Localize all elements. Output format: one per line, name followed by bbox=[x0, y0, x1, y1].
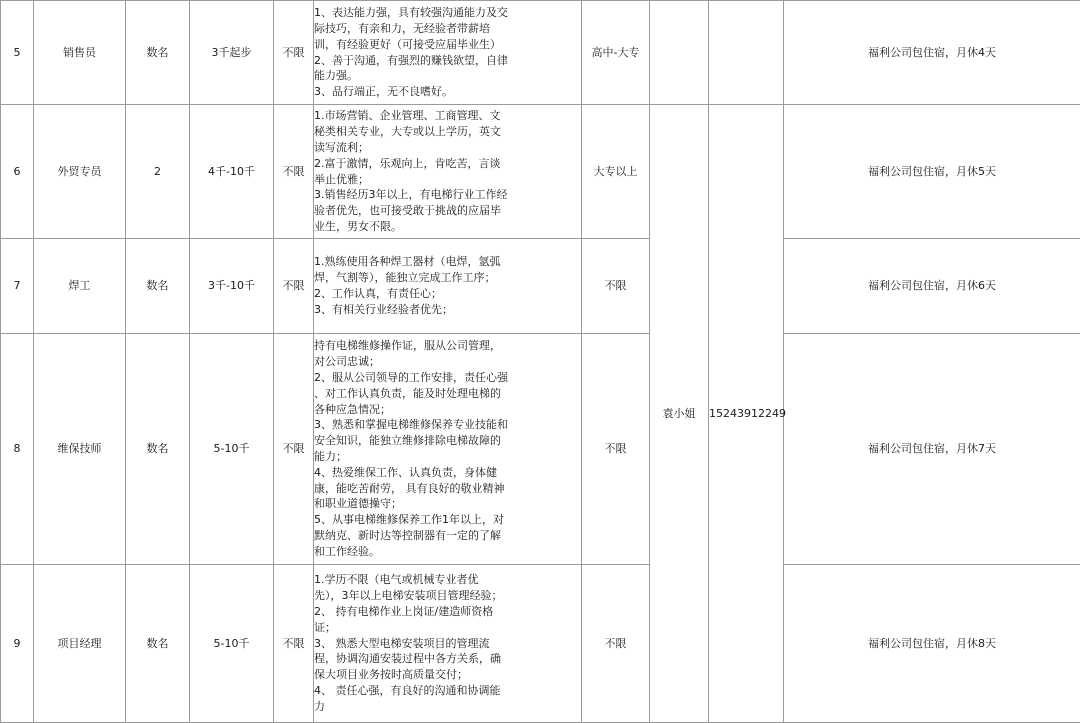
gender-requirement: 不限 bbox=[274, 239, 314, 334]
requirement-line: 康，能吃苦耐劳， 具有良好的敬业精神 bbox=[314, 481, 581, 497]
headcount: 数名 bbox=[126, 239, 190, 334]
salary: 5-10千 bbox=[190, 334, 274, 565]
requirement-line: 读写流利； bbox=[314, 140, 581, 156]
headcount: 数名 bbox=[126, 334, 190, 565]
gender-requirement: 不限 bbox=[274, 1, 314, 105]
requirement-line: 默纳克、新时达等控制器有一定的了解 bbox=[314, 528, 581, 544]
requirement-line: 1.市场营销、企业管理、工商管理、文 bbox=[314, 108, 581, 124]
table-row bbox=[1, 334, 1080, 565]
requirement-line: 3.销售经历3年以上，有电梯行业工作经 bbox=[314, 187, 581, 203]
row-number: 8 bbox=[1, 334, 34, 565]
row-number: 7 bbox=[1, 239, 34, 334]
job-requirements bbox=[314, 334, 582, 565]
education-requirement: 不限 bbox=[582, 565, 650, 723]
requirement-line: 先），3年以上电梯安装项目管理经验； bbox=[314, 588, 581, 604]
requirement-line: 3、 熟悉大型电梯安装项目的管理流 bbox=[314, 636, 581, 652]
requirement-line: 和职业道德操守； bbox=[314, 496, 581, 512]
requirement-line: 2、 持有电梯作业上岗证/建造师资格 bbox=[314, 604, 581, 620]
salary: 3千-10千 bbox=[190, 239, 274, 334]
contact-person: 袁小姐 bbox=[650, 105, 709, 723]
requirement-line: 1.熟练使用各种焊工器材（电焊，氩弧 bbox=[314, 254, 581, 270]
job-requirements bbox=[314, 239, 582, 334]
row-number: 9 bbox=[1, 565, 34, 723]
gender-requirement: 不限 bbox=[274, 565, 314, 723]
requirement-line: 4、 责任心强，有良好的沟通和协调能 bbox=[314, 683, 581, 699]
requirement-line: 1、表达能力强，具有较强沟通能力及交 bbox=[314, 5, 581, 21]
requirement-line: 程，协调沟通安装过程中各方关系，确 bbox=[314, 651, 581, 667]
headcount: 2 bbox=[126, 105, 190, 239]
requirement-line: 5、从事电梯维修保养工作1年以上，对 bbox=[314, 512, 581, 528]
requirement-line: 训，有经验更好（可接受应届毕业生） bbox=[314, 37, 581, 53]
table-row bbox=[1, 1, 1080, 105]
requirement-line: 2、服从公司领导的工作安排，责任心强 bbox=[314, 370, 581, 386]
headcount: 数名 bbox=[126, 1, 190, 105]
requirement-line: 2、工作认真，有责任心； bbox=[314, 286, 581, 302]
requirement-line: 2、善于沟通，有强烈的赚钱欲望，自律 bbox=[314, 53, 581, 69]
salary: 4千-10千 bbox=[190, 105, 274, 239]
requirement-line: 焊，气割等），能独立完成工作工序； bbox=[314, 270, 581, 286]
education-requirement: 不限 bbox=[582, 239, 650, 334]
requirement-line: 3、品行端正，无不良嗜好。 bbox=[314, 84, 581, 100]
contact-blank bbox=[650, 1, 709, 105]
requirement-line: 、对工作认真负责，能及时处理电梯的 bbox=[314, 386, 581, 402]
table-row bbox=[1, 239, 1080, 334]
requirement-line: 保大项目业务按时高质量交付； bbox=[314, 667, 581, 683]
requirement-line: 2.富于激情，乐观向上，肯吃苦，言谈 bbox=[314, 156, 581, 172]
salary: 5-10千 bbox=[190, 565, 274, 723]
requirement-line: 安全知识，能独立维修排除电梯故障的 bbox=[314, 433, 581, 449]
row-number: 5 bbox=[1, 1, 34, 105]
requirement-line: 3、有相关行业经验者优先； bbox=[314, 302, 581, 318]
requirement-line: 1.学历不限（电气或机械专业者优 bbox=[314, 572, 581, 588]
requirement-line: 各种应急情况； bbox=[314, 402, 581, 418]
headcount: 数名 bbox=[126, 565, 190, 723]
job-requirements bbox=[314, 565, 582, 723]
position-name: 外贸专员 bbox=[34, 105, 126, 239]
requirement-line: 持有电梯维修操作证，服从公司管理， bbox=[314, 338, 581, 354]
requirement-line: 业生，男女不限。 bbox=[314, 219, 581, 235]
position-name: 维保技师 bbox=[34, 334, 126, 565]
table-row bbox=[1, 105, 1080, 239]
salary: 3千起步 bbox=[190, 1, 274, 105]
requirement-line: 秘类相关专业，大专或以上学历，英文 bbox=[314, 124, 581, 140]
position-name: 销售员 bbox=[34, 1, 126, 105]
requirement-line: 3、熟悉和掌握电梯维修保养专业技能和 bbox=[314, 417, 581, 433]
requirement-line: 举止优雅； bbox=[314, 172, 581, 188]
requirement-line: 能力强。 bbox=[314, 68, 581, 84]
requirement-line: 证； bbox=[314, 620, 581, 636]
education-requirement: 高中-大专 bbox=[582, 1, 650, 105]
gender-requirement: 不限 bbox=[274, 334, 314, 565]
requirement-line: 际技巧，有亲和力，无经验者带薪培 bbox=[314, 21, 581, 37]
job-requirements bbox=[314, 1, 582, 105]
gender-requirement: 不限 bbox=[274, 105, 314, 239]
benefits: 福利公司包住宿，月休6天 bbox=[784, 239, 1080, 334]
job-requirements bbox=[314, 105, 582, 239]
position-name: 焊工 bbox=[34, 239, 126, 334]
education-requirement: 不限 bbox=[582, 334, 650, 565]
requirement-line: 能力； bbox=[314, 449, 581, 465]
benefits: 福利公司包住宿，月休7天 bbox=[784, 334, 1080, 565]
benefits: 福利公司包住宿，月休5天 bbox=[784, 105, 1080, 239]
requirement-line: 力 bbox=[314, 699, 581, 715]
position-name: 项目经理 bbox=[34, 565, 126, 723]
education-requirement: 大专以上 bbox=[582, 105, 650, 239]
benefits: 福利公司包住宿，月休8天 bbox=[784, 565, 1080, 723]
requirement-line: 对公司忠诚； bbox=[314, 354, 581, 370]
benefits: 福利公司包住宿，月休4天 bbox=[784, 1, 1080, 105]
requirement-line: 4、热爱维保工作、认真负责，身体健 bbox=[314, 465, 581, 481]
table-row bbox=[1, 565, 1080, 723]
contact-phone: 15243912249 bbox=[709, 105, 784, 723]
row-number: 6 bbox=[1, 105, 34, 239]
requirement-line: 和工作经验。 bbox=[314, 544, 581, 560]
phone-blank bbox=[709, 1, 784, 105]
requirement-line: 验者优先，也可接受敢于挑战的应届毕 bbox=[314, 203, 581, 219]
